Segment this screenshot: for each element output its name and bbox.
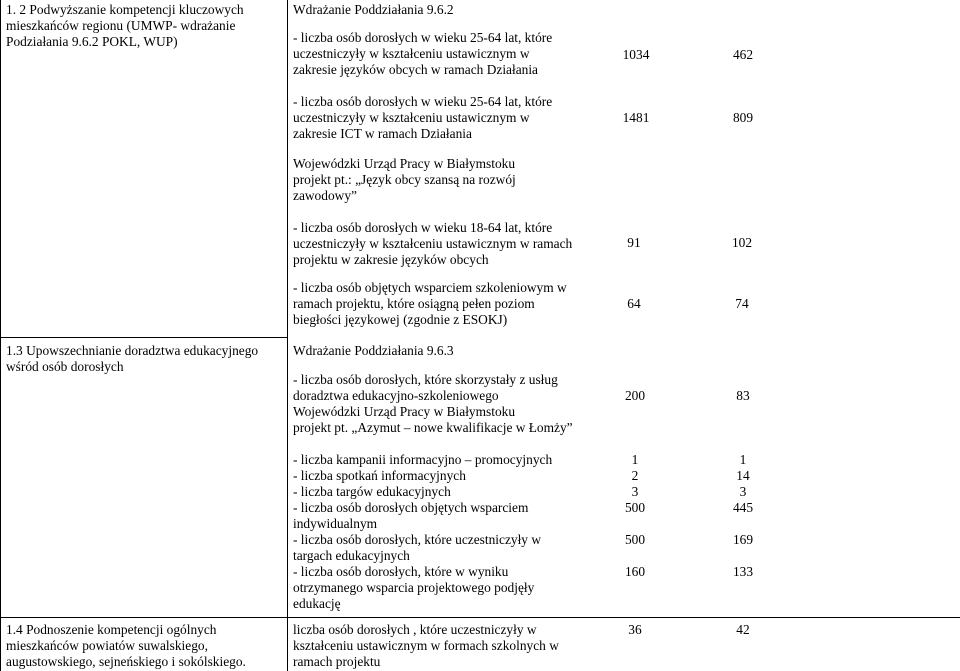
indicator-list-azymut: - liczba kampanii informacyjno – promocyjnych - liczba spotkań informacyjnych - liczba targów edukacyjnych - liczba osób dorosłych objętych wsparciem indywidualnym - liczba osób dorosłych, które uczestniczyły w targach edukacyjnych - liczba osób dorosłych, które w wyniku otrzymanego wsparcia projektowego podjęły edukację xyxy=(293,452,553,611)
section-1-3-title: 1.3 Upowszechnianie doradztwa edukacyjnego wśród osób dorosłych xyxy=(6,343,259,374)
value-fairs-a: 3 xyxy=(631,484,639,499)
value-education-b: 133 xyxy=(732,564,754,579)
grid-vline-left xyxy=(0,0,1,671)
grid-hline-2 xyxy=(0,617,960,618)
value-counselling-b: 83 xyxy=(736,388,750,403)
value-ict-b: 809 xyxy=(732,110,754,125)
value-languages-b: 462 xyxy=(732,47,754,62)
value-counselling-a: 200 xyxy=(624,388,646,403)
value-fair-participants-a: 500 xyxy=(624,532,646,547)
value-school-forms-a: 36 xyxy=(628,622,642,637)
value-individual-a: 500 xyxy=(624,500,646,515)
heading-9-6-2: Wdrażanie Poddziałania 9.6.2 xyxy=(293,2,454,17)
section-1-2-title: 1. 2 Podwyższanie kompetencji kluczowych mieszkańców regionu (UMWP- wdrażanie Podziałania 9.6.2 POKL, WUP) xyxy=(6,2,244,49)
value-fair-participants-b: 169 xyxy=(732,532,754,547)
indicator-languages-25-64: - liczba osób dorosłych w wieku 25-64 lat, które uczestniczyły w kształceniu ustawicznym w zakresie języków obcych w ramach Działania xyxy=(293,30,553,77)
indicator-counselling: - liczba osób dorosłych, które skorzystały z usług doradztwa edukacyjno-szkoleniowego xyxy=(293,372,558,403)
indicator-languages-18-64: - liczba osób dorosłych w wieku 18-64 lat, które uczestniczyły w kształceniu ustawicznym w ramach projektu w zakresie języków obcych xyxy=(293,220,573,267)
value-campaigns-a: 1 xyxy=(631,452,639,467)
value-individual-b: 445 xyxy=(732,500,754,515)
value-meetings-a: 2 xyxy=(631,468,639,483)
indicator-esokj: - liczba osób objętych wsparciem szkoleniowym w ramach projektu, które osiągną pełen poziom biegłości językowej (zgodnie z ESOKJ) xyxy=(293,280,567,327)
heading-9-6-3: Wdrażanie Poddziałania 9.6.3 xyxy=(293,343,454,358)
value-ict-a: 1481 xyxy=(622,110,650,125)
grid-hline-1 xyxy=(0,337,287,338)
value-education-a: 160 xyxy=(624,564,646,579)
value-esokj-a: 64 xyxy=(627,296,641,311)
value-school-forms-b: 42 xyxy=(736,622,750,637)
value-meetings-b: 14 xyxy=(736,468,750,483)
value-languages-18-64-a: 91 xyxy=(627,235,641,250)
indicator-school-forms: liczba osób dorosłych , które uczestniczyły w kształceniu ustawicznym w formach szkolnych w ramach projektu xyxy=(293,622,559,669)
value-esokj-b: 74 xyxy=(735,296,749,311)
section-1-4-title: 1.4 Podnoszenie kompetencji ogólnych mieszkańców powiatów suwalskiego, augustowskiego, sejneńskiego i sokólskiego. xyxy=(6,622,246,669)
value-languages-18-64-b: 102 xyxy=(731,235,753,250)
indicator-ict-25-64: - liczba osób dorosłych w wieku 25-64 lat, które uczestniczyły w kształceniu ustawicznym w zakresie ICT w ramach Działania xyxy=(293,94,553,141)
value-languages-a: 1034 xyxy=(622,47,650,62)
value-fairs-b: 3 xyxy=(739,484,747,499)
value-campaigns-b: 1 xyxy=(739,452,747,467)
grid-vline-col2 xyxy=(287,0,288,671)
project-azymut-title: Wojewódzki Urząd Pracy w Białymstoku projekt pt. „Azymut – nowe kwalifikacje w Łomży” xyxy=(293,404,573,435)
project-language-title: Wojewódzki Urząd Pracy w Białymstoku projekt pt.: „Język obcy szansą na rozwój zawodowy” xyxy=(293,156,516,203)
